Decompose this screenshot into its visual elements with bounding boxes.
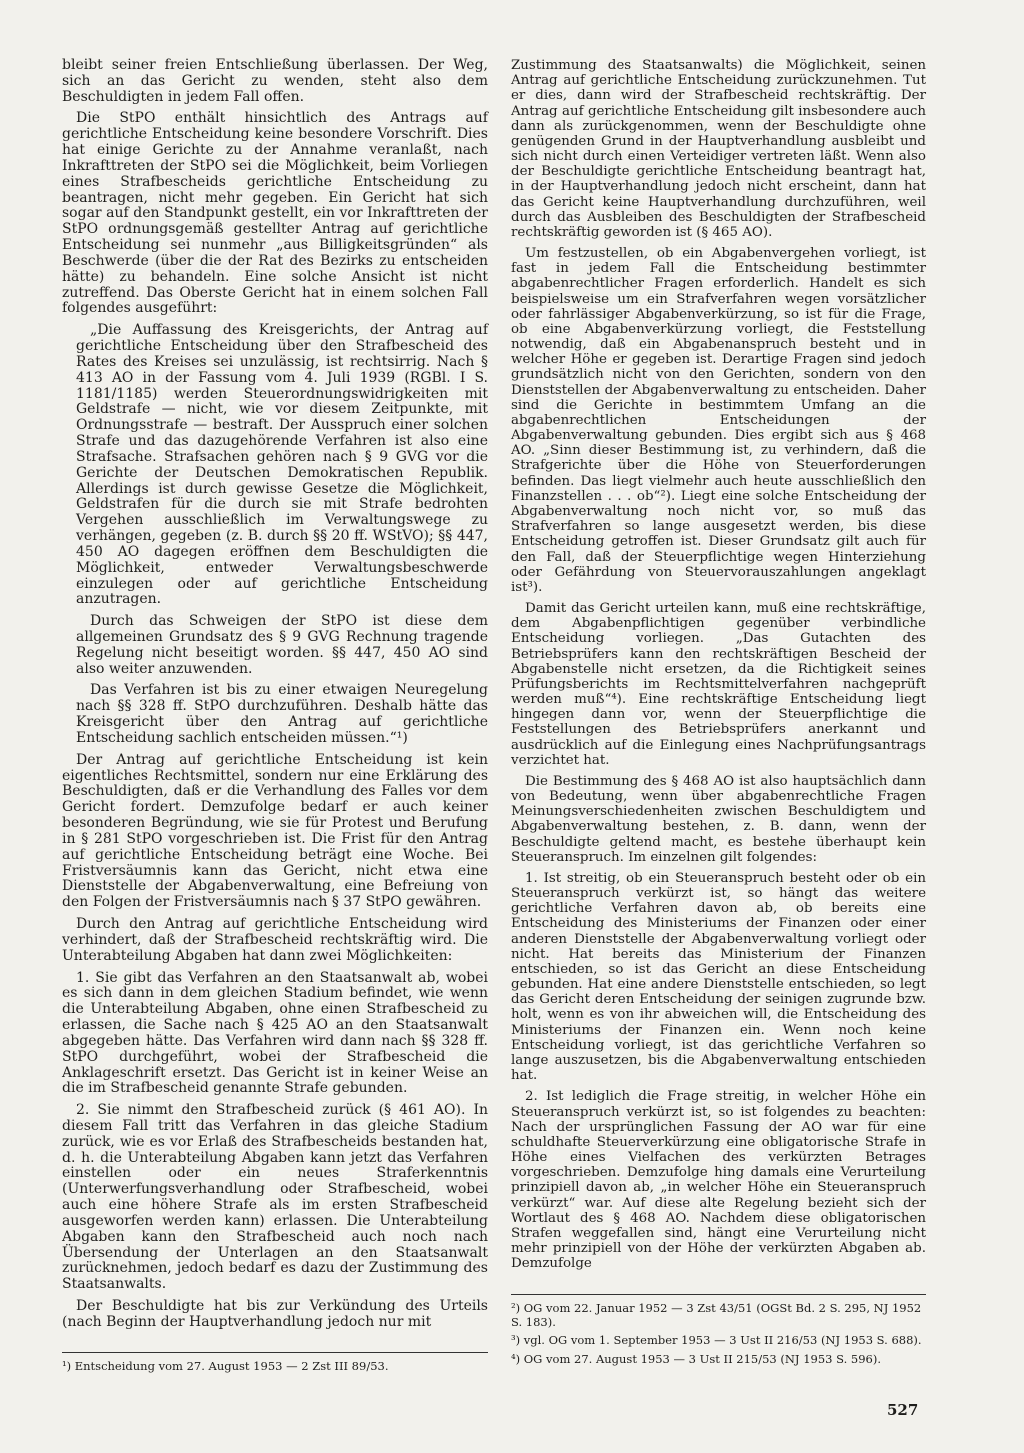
- paragraph: Der Antrag auf gerichtliche Entscheidung ist kein eigentliches Rechtsmittel, sondern nur eine Erklärung des Beschuldigten, daß er die Verhandlung des Falles vor dem Gericht fordert. Demzufolge bedarf er auch keiner besonderen Begründung, wie sie für Protest und Berufung in § 281 StPO vorgeschrieben ist. Die Frist für den Antrag auf gerichtliche Entscheidung beträgt eine Woche. Bei Fristversäumnis kann das Gericht, nicht etwa eine Dienststelle der Abgabenverwaltung, eine Befreiung von den Folgen der Fristversäumnis nach § 37 StPO gewähren.: [62, 751, 488, 911]
- quote-paragraph: Durch das Schweigen der StPO ist diese dem allgemeinen Grundsatz des § 9 GVG Rechnung tragende Regelung nicht beseitigt worden. §§ 447, 450 AO sind also weiter anzuwenden.: [76, 613, 488, 677]
- footnote: ²) OG vom 22. Januar 1952 — 3 Zst 43/51 (OGSt Bd. 2 S. 295, NJ 1952 S. 183).: [511, 1301, 922, 1330]
- list-item: 1. Sie gibt das Verfahren an den Staatsanwalt ab, wobei es sich dann in dem gleichen Stadium befindet, wie wenn die Unterabteilung Abgaben, ohne einen Strafbescheid zu erlassen, die Sache nach § 425 AO an den Staatsanwalt abgegeben hätte. Das Verfahren wird dann nach §§ 328 ff. StPO durchgeführt, wobei der Strafbescheid die Anklageschrift ersetzt. Das Gericht ist in keiner Weise an die im Strafbescheid genannte Strafe gebunden.: [62, 969, 488, 1097]
- paragraph: Durch den Antrag auf gerichtliche Entscheidung wird verhindert, daß der Strafbescheid rechtskräftig wird. Die Unterabteilung Abgaben hat dann zwei Möglichkeiten:: [62, 916, 488, 964]
- right-column: [511, 58, 926, 1277]
- paragraph: Die Bestimmung des § 468 AO ist also hauptsächlich dann von Bedeutung, wenn über abgabenrechtliche Fragen Meinungsverschiedenheiten zwischen Beschuldigtem und Abgabenverwaltung bestehen, z. B. dann, wenn der Beschuldigte geltend macht, es bestehe überhaupt kein Steueranspruch. Im einzelnen gilt folgendes:: [511, 773, 926, 865]
- paragraph: Der Beschuldigte hat bis zur Verkündung des Urteils (nach Beginn der Hauptverhandlung jedoch nur mit: [62, 1298, 488, 1330]
- footnote: ⁴) OG vom 27. August 1953 — 3 Ust II 215/53 (NJ 1953 S. 596).: [511, 1351, 881, 1366]
- page-number: 527: [887, 1401, 919, 1419]
- list-item: 2. Ist lediglich die Frage streitig, in welcher Höhe ein Steueranspruch verkürzt ist, so ist folgendes zu beachten: Nach der ursprünglichen Fassung der AO war für eine schuldhafte Steuerverkürzung eine obligatorische Strafe in Höhe eines Vielfachen des verkürzten Betrages vorgeschrieben. Demzufolge hing damals eine Verurteilung prinzipiell davon ab, „in welcher Höhe ein Steueranspruch verkürzt“ war. Auf diese alte Regelung bezieht sich der Wortlaut des § 468 AO. Nachdem diese obligatorischen Strafen weggefallen sind, hängt eine Verurteilung nicht mehr prinzipiell von der Höhe der verkürzten Abgaben ab. Demzufolge: [511, 1089, 926, 1272]
- quote-paragraph: „Die Auffassung des Kreisgerichts, der Antrag auf gerichtliche Entscheidung über den Strafbescheid des Rates des Kreises sei unzulässig, ist rechtsirrig. Nach § 413 AO in der Fassung vom 4. Juli 1939 (RGBl. I S. 1181/1185) werden Steuerordnungswidrigkeiten mit Geldstrafe — nicht, wie vor diesem Zeitpunkte, mit Ordnungsstrafe — bestraft. Der Ausspruch einer solchen Strafe und das dazugehörende Verfahren ist also eine Strafsache. Strafsachen gehören nach § 9 GVG vor die Gerichte der Deutschen Demokratischen Republik. Allerdings ist durch gewisse Gesetze die Möglichkeit, Geldstrafen für die durch sie mit Strafe bedrohten Vergehen ausschließlich im Verwaltungswege zu verhängen, gegeben (z. B. durch §§ 20 ff. WStVO); §§ 447, 450 AO dagegen eröffnen dem Beschuldigten die Möglichkeit, entweder Verwaltungsbeschwerde einzulegen oder auf gerichtliche Entscheidung anzutragen.: [76, 322, 488, 608]
- quote-paragraph: Das Verfahren ist bis zu einer etwaigen Neuregelung nach §§ 328 ff. StPO durchzuführen. Deshalb hätte das Kreisgericht über den Antrag auf gerichtliche Entscheidung sachlich entscheiden müssen.“¹): [76, 682, 488, 746]
- paragraph: Zustimmung des Staatsanwalts) die Möglichkeit, seinen Antrag auf gerichtliche Entscheidung zurückzunehmen. Tut er dies, dann wird der Strafbescheid rechtskräftig. Der Antrag auf gerichtliche Entscheidung gilt insbesondere auch dann als zurückgenommen, wenn der Beschuldigte ohne genügenden Grund in der Hauptverhandlung ausbleibt und sich nicht durch einen Verteidiger vertreten läßt. Wenn also der Beschuldigte gerichtliche Entscheidung beantragt hat, in der Hauptverhandlung jedoch nicht erscheint, dann hat das Gericht keine Hauptverhandlung durchzuführen, weil durch das Ausbleiben des Beschuldigten der Strafbescheid rechtskräftig geworden ist (§ 465 AO).: [511, 58, 926, 240]
- court-quotation: [76, 323, 488, 747]
- paragraph: Die StPO enthält hinsichtlich des Antrags auf gerichtliche Entscheidung keine besondere Vorschrift. Dies hat einige Gerichte zu der Annahme veranlaßt, nach Inkrafttreten der StPO sei die Möglichkeit, beim Vorliegen eines Strafbescheids gerichtliche Entscheidung zu beantragen, nicht mehr gegeben. Ein Gericht hat sich sogar auf den Standpunkt gestellt, ein vor Inkrafttreten der StPO ordnungsgemäß gestellter Antrag auf gerichtliche Entscheidung sei nunmehr „aus Billigkeitsgründen“ als Beschwerde (über die der Rat des Bezirks zu entscheiden hätte) zu behandeln. Eine solche Ansicht ist nicht zutreffend. Das Oberste Gericht hat in einem solchen Fall folgendes ausgeführt:: [62, 110, 488, 317]
- paragraph: Um festzustellen, ob ein Abgabenvergehen vorliegt, ist fast in jedem Fall die Entscheidung bestimmter abgabenrechtlicher Fragen erforderlich. Handelt es sich beispielsweise um ein Strafverfahren wegen vorsätzlicher oder fahrlässiger Abgabenverkürzung, so ist für die Frage, ob eine Abgabenverkürzung vorliegt, die Feststellung notwendig, daß ein Abgabenanspruch besteht und in welcher Höhe er gegeben ist. Derartige Fragen sind jedoch grundsätzlich nicht von den Gerichten, sondern von den Dienststellen der Abgabenverwaltung zu entscheiden. Daher sind die Gerichte in bestimmtem Umfang an die abgabenrechtlichen Entscheidungen der Abgabenverwaltung gebunden. Dies ergibt sich aus § 468 AO. „Sinn dieser Bestimmung ist, zu verhindern, daß die Strafgerichte über die Höhe von Steuerforderungen befinden. Das liegt vielmehr auch heute ausschließlich den Finanzstellen . . . ob“²). Liegt eine solche Entscheidung der Abgabenverwaltung noch nicht vor, so muß das Strafverfahren so lange ausgesetzt werden, bis diese Entscheidung getroffen ist. Dieser Grundsatz gilt auch für den Fall, daß der Steuerpflichtige wegen Hinterziehung oder Gefährdung von Steuervorauszahlungen angeklagt ist³).: [511, 246, 926, 595]
- paragraph: Damit das Gericht urteilen kann, muß eine rechtskräftige, dem Abgabenpflichtigen gegenüber verbindliche Entscheidung vorliegen. „Das Gutachten des Betriebsprüfers kann den rechtskräftigen Bescheid der Abgabenstelle nicht ersetzen, da die Richtigkeit seines Prüfungsberichts im Rechtsmittelverfahren nachgeprüft werden muß“⁴). Eine rechtskräftige Entscheidung liegt hingegen dann vor, wenn der Steuerpflichtige die Feststellungen des Betriebsprüfers anerkannt und ausdrücklich auf die Einlegung eines Nachprüfungsantrags verzichtet hat.: [511, 601, 926, 768]
- footnote: ¹) Entscheidung vom 27. August 1953 — 2 Zst III 89/53.: [62, 1352, 488, 1373]
- footnote: ³) vgl. OG vom 1. September 1953 — 3 Ust II 216/53 (NJ 1953 S. 688).: [511, 1333, 922, 1348]
- list-item: 2. Sie nimmt den Strafbescheid zurück (§ 461 AO). In diesem Fall tritt das Verfahren in das gleiche Stadium zurück, wie es vor Erlaß des Strafbescheids bestanden hat, d. h. die Unterabteilung Abgaben kann jetzt das Verfahren einstellen oder ein neues Straferkenntnis (Unterwerfungsverhandlung oder Strafbescheid, wobei auch eine höhere Strafe als im ersten Strafbescheid ausgeworfen werden kann) erlassen. Die Unterabteilung Abgaben kann den Strafbescheid auch noch nach Übersendung der Unterlagen an den Staatsanwalt zurücknehmen, jedoch bedarf es dazu der Zustimmung des Staatsanwalts.: [62, 1102, 488, 1293]
- paragraph: bleibt seiner freien Entschließung überlassen. Der Weg, sich an das Gericht zu wenden, steht also dem Beschuldigten in jedem Fall offen.: [62, 57, 488, 105]
- list-item: 1. Ist streitig, ob ein Steueranspruch besteht oder ob ein Steueranspruch verkürzt ist, so hängt das weitere gerichtliche Verfahren davon ab, ob bereits eine Entscheidung des Ministeriums der Finanzen oder einer anderen Dienststelle der Abgabenverwaltung vorliegt oder nicht. Hat bereits das Ministerium der Finanzen entschieden, so ist das Gericht an diese Entscheidung gebunden. Hat eine andere Dienststelle entschieden, so legt das Gericht deren Entscheidung der seinigen zugrunde bzw. holt, wenn es von ihr abweichen will, die Entscheidung des Ministeriums der Finanzen ein. Wenn noch keine Entscheidung vorliegt, ist das gerichtliche Verfahren so lange auszusetzen, bis die Abgabenverwaltung entschieden hat.: [511, 870, 926, 1084]
- left-column: [62, 58, 488, 1337]
- footnotes: [511, 1294, 926, 1370]
